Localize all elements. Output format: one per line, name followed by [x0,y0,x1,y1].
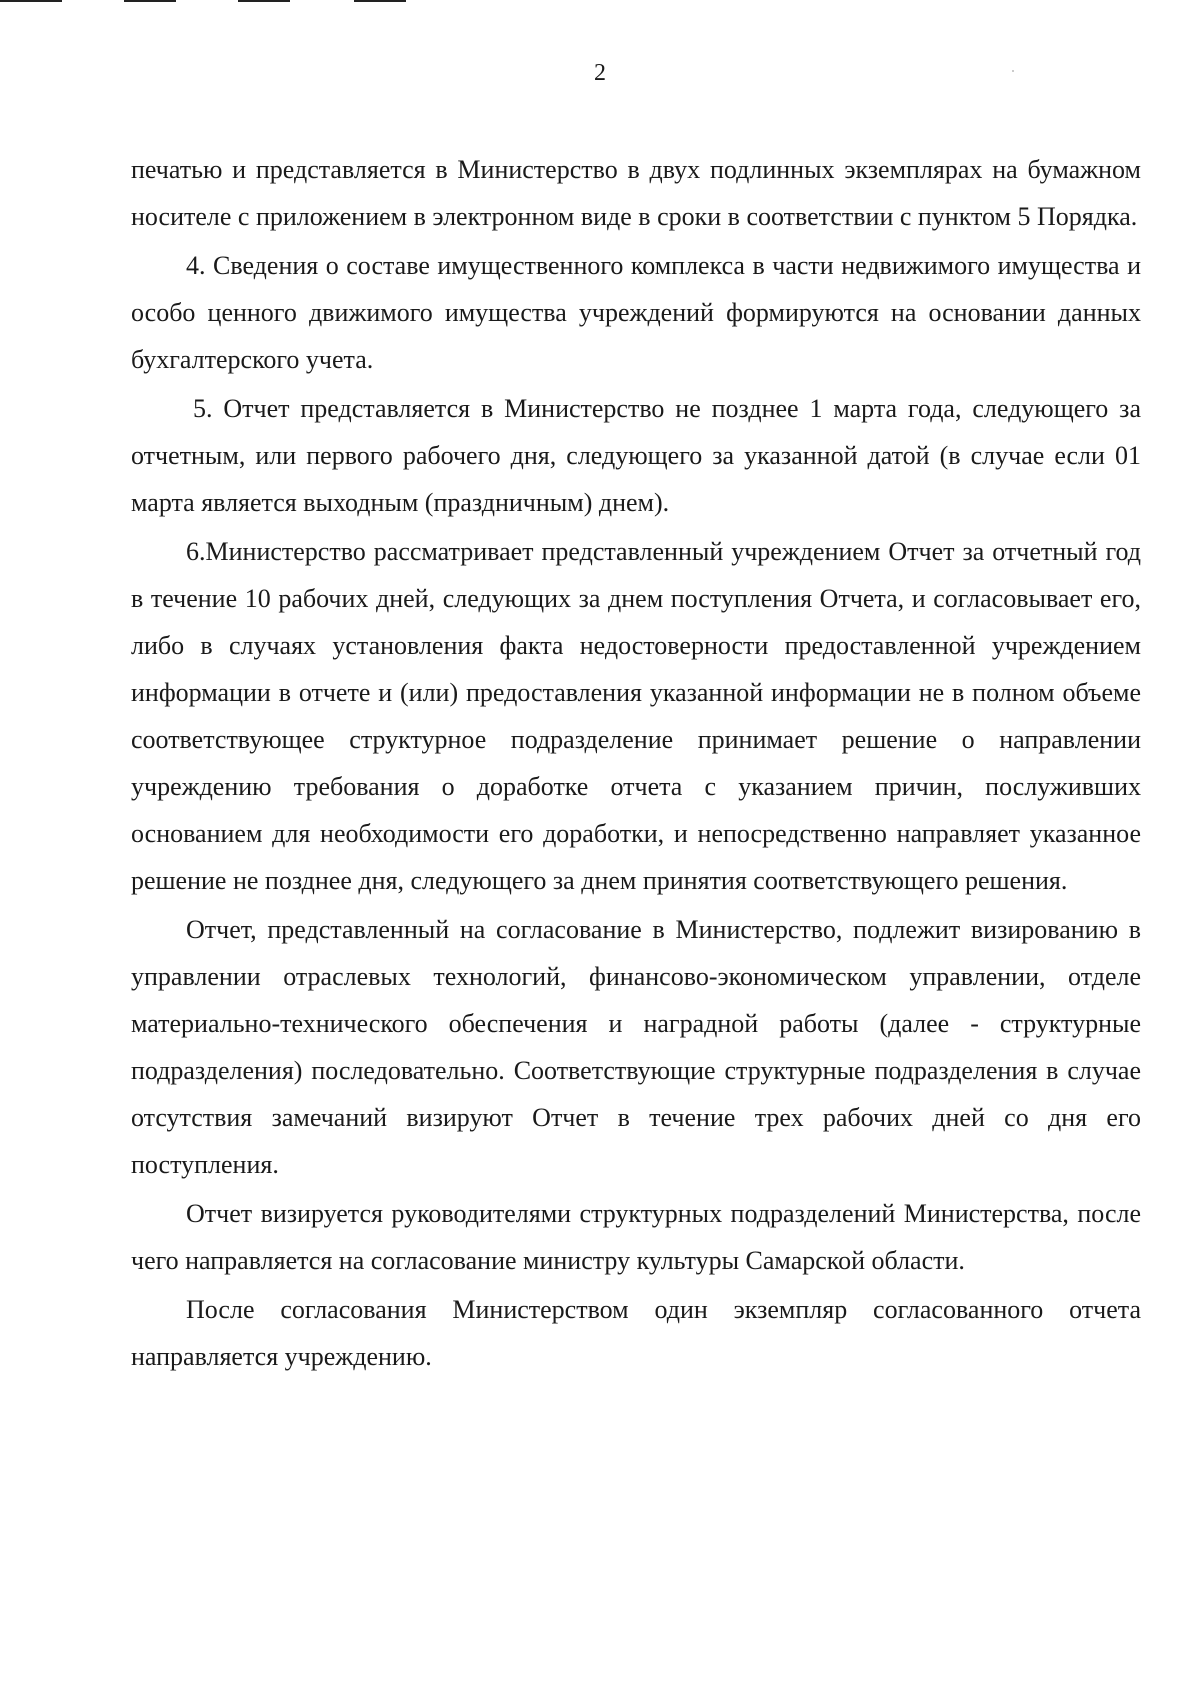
scan-mark [238,0,290,2]
scan-edge-marks [0,0,1200,4]
scan-mark [124,0,176,2]
scan-mark [354,0,406,2]
scan-speck [1012,70,1014,72]
paragraph-review-procedure: Отчет, представленный на согласование в Министерство, подлежит визированию в управлении отраслевых технологий, финансово-экономическом управлении, отделе материально-технического обеспечения и наградной работы (далее - структурные подразделения) последовательно. Соответствующие структурные подразделения в случае отсутствия замечаний визируют Отчет в течение трех рабочих дней со дня его поступления. [131,915,1141,1179]
scan-mark [0,0,62,2]
document-body [131,146,1141,1380]
paragraph-item-6: 6.Министерство рассматривает представленный учреждением Отчет за отчетный год в течение 10 рабочих дней, следующих за днем поступления Отчета, и согласовывает его, либо в случаях установления факта недостоверности предоставленной учреждением информации в отчете и (или) предоставления указанной информации не в полном объеме соответствующее структурное подразделение принимает решение о направлении учреждению требования о доработке отчета с указанием причин, послуживших основанием для необходимости его доработки, и непосредственно направляет указанное решение не позднее дня, следующего за днем принятия соответствующего решения. [131,537,1141,895]
paragraph-return-copy: После согласования Министерством один экземпляр согласованного отчета направляется учреждению. [131,1295,1141,1371]
page-number: 2 [594,60,606,86]
paragraph-continuation: печатью и представляется в Министерство в двух подлинных экземплярах на бумажном носителе с приложением в электронном виде в сроки в соответствии с пунктом 5 Порядка. [131,155,1141,231]
paragraph-item-4: 4. Сведения о составе имущественного комплекса в части недвижимого имущества и особо ценного движимого имущества учреждений формируются на основании данных бухгалтерского учета. [131,251,1141,374]
paragraph-item-5: 5. Отчет представляется в Министерство не позднее 1 марта года, следующего за отчетным, или первого рабочего дня, следующего за указанной датой (в случае если 01 марта является выходным (праздничным) днем). [131,394,1141,517]
paragraph-approval: Отчет визируется руководителями структурных подразделений Министерства, после чего направляется на согласование министру культуры Самарской области. [131,1199,1141,1275]
